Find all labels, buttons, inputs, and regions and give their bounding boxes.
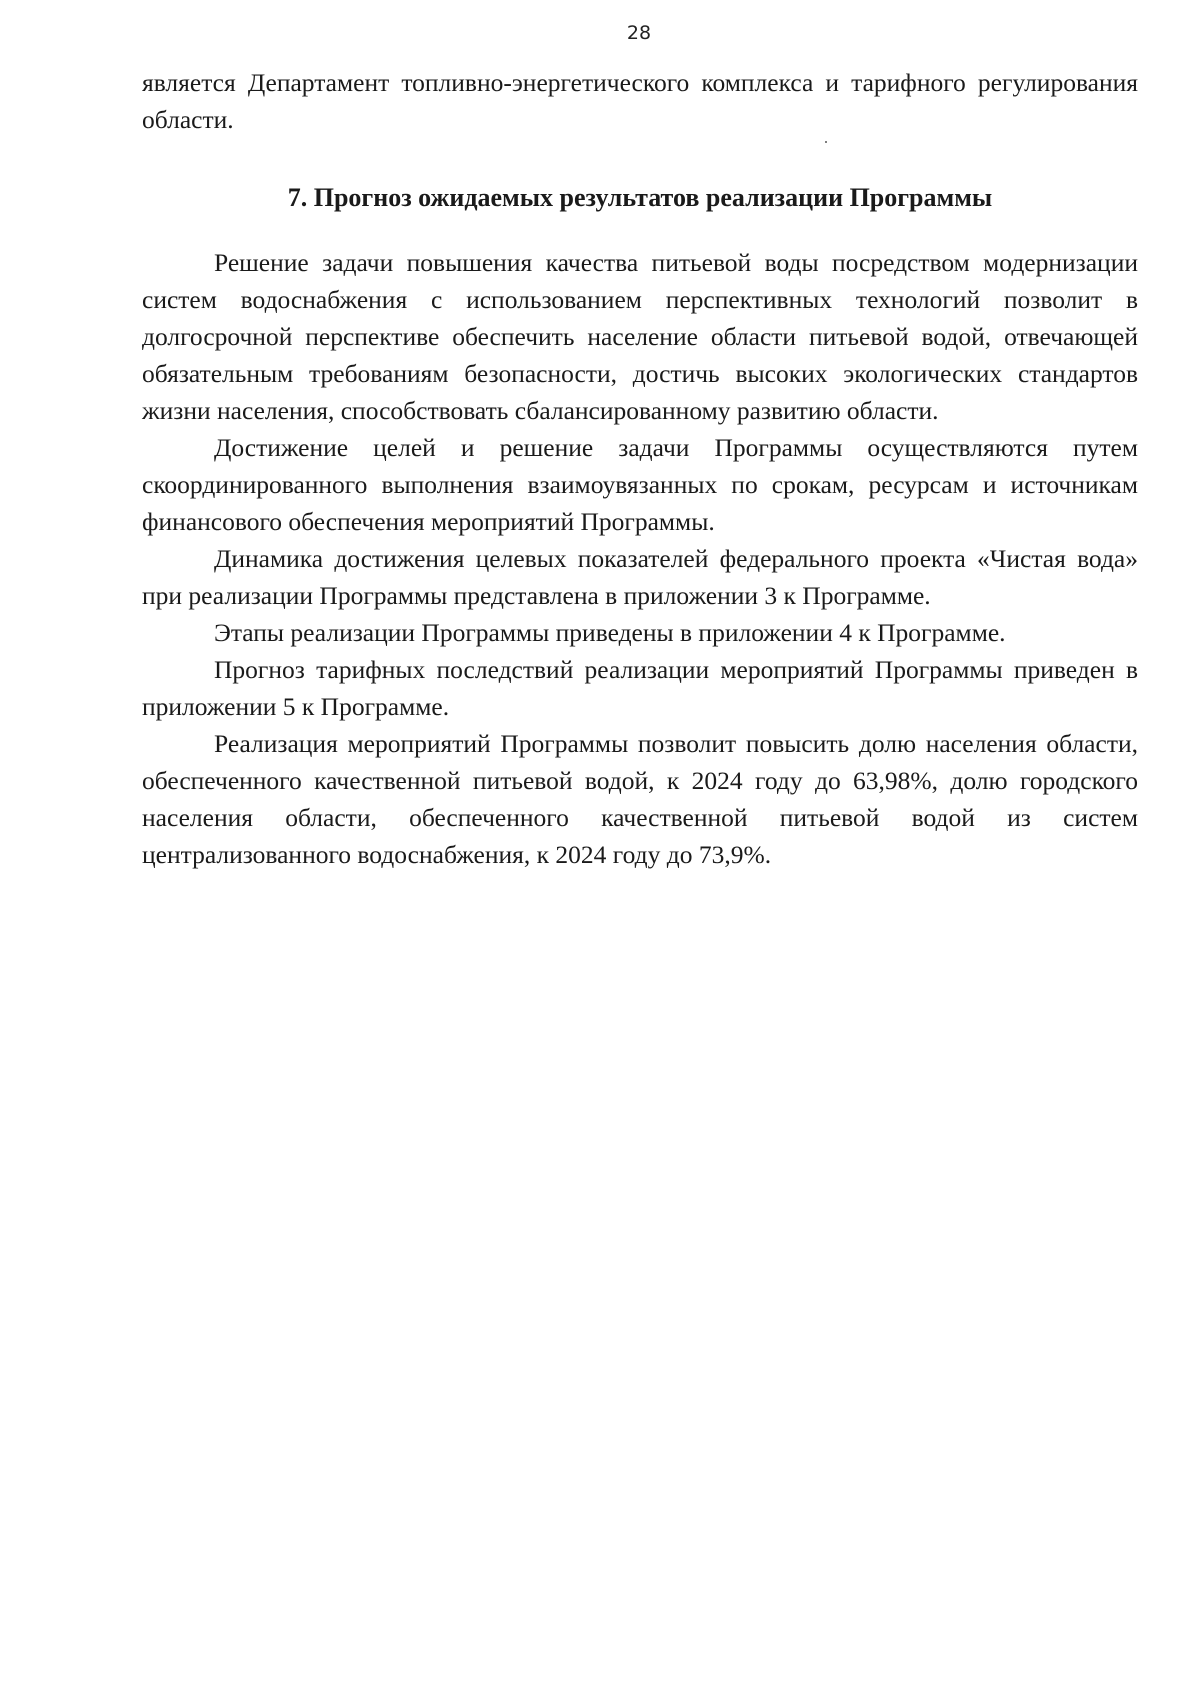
paragraph-2: Достижение целей и решение задачи Программы осуществляются путем скоординированного выполнения взаимоувязанных по срокам, ресурсам и источникам финансового обеспечения мероприятий Программы. [142, 433, 1138, 536]
intro-paragraph: является Департамент топливно-энергетического комплекса и тарифного регулирования области. [142, 68, 1138, 134]
paragraph-1: Решение задачи повышения качества питьевой воды посредством модернизации систем водоснабжения с использованием перспективных технологий позволит в долгосрочной перспективе обеспечить население области питьевой водой, отвечающей обязательным требованиям безопасности, достичь высоких экологических стандартов жизни населения, способствовать сбалансированному развитию области. [142, 248, 1138, 425]
section-heading: 7. Прогноз ожидаемых результатов реализации Программы [287, 183, 993, 212]
page-number: 28 [626, 22, 652, 44]
paragraph-5: Прогноз тарифных последствий реализации мероприятий Программы приведен в приложении 5 к Программе. [142, 655, 1138, 721]
paragraph-4: Этапы реализации Программы приведены в приложении 4 к Программе. [214, 618, 1006, 647]
paragraph-6: Реализация мероприятий Программы позволит повысить долю населения области, обеспеченного качественной питьевой водой, к 2024 году до 63,98%, долю городского населения области, обеспеченного качественной питьевой водой из систем централизованного водоснабжения, к 2024 году до 73,9%. [142, 729, 1138, 869]
document-body [142, 64, 1138, 873]
paragraph-3: Динамика достижения целевых показателей федерального проекта «Чистая вода» при реализации Программы представлена в приложении 3 к Программе. [142, 544, 1138, 610]
